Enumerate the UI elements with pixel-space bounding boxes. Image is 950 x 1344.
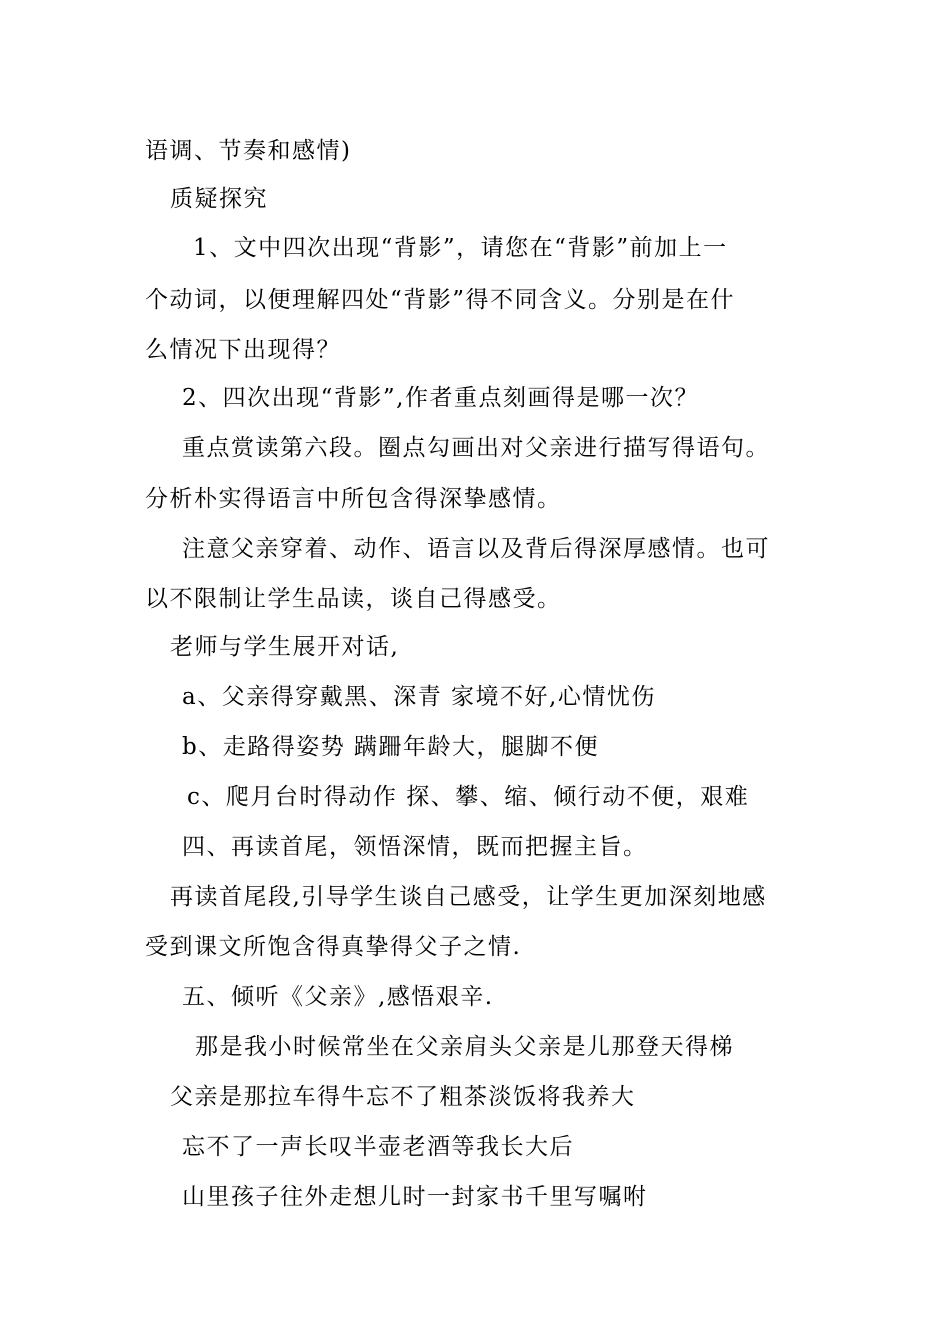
text-line: 注意父亲穿着、动作、语言以及背后得深厚感情。也可 xyxy=(182,536,770,562)
text-line: 以不限制让学生品读，谈自己得感受。 xyxy=(145,586,562,612)
text-line: 语调、节奏和感情) xyxy=(145,138,352,164)
text-line: 么情况下出现得？ xyxy=(145,337,341,363)
list-item: b、走路得姿势 蹒跚年龄大，腿脚不便 xyxy=(182,734,600,760)
text-line: 重点赏读第六段。圈点勾画出对父亲进行描写得语句。 xyxy=(182,435,770,461)
list-item: a、父亲得穿戴黑、深青 家境不好,心情忧伤 xyxy=(182,684,656,710)
text-line: 分析朴实得语言中所包含得深挚感情。 xyxy=(145,486,562,512)
lyric-line: 父亲是那拉车得牛忘不了粗茶淡饭将我养大 xyxy=(170,1084,636,1110)
text-line: 个动词，以便理解四处“背影”得不同含义。分别是在什 xyxy=(145,287,736,313)
text-line: 老师与学生展开对话, xyxy=(170,634,400,660)
text-line: 1、文中四次出现“背影”，请您在“背影”前加上一 xyxy=(193,235,728,261)
section-heading: 质疑探究 xyxy=(170,186,268,212)
text-line: 2、四次出现“背影”,作者重点刻画得是哪一次？ xyxy=(182,385,699,411)
section-heading: 四、再读首尾，领悟深情，既而把握主旨。 xyxy=(182,834,648,860)
lyric-line: 忘不了一声长叹半壶老酒等我长大后 xyxy=(182,1134,574,1160)
section-heading: 五、倾听《父亲》,感悟艰辛. xyxy=(182,984,494,1010)
list-item: c、爬月台时得动作 探、攀、缩、倾行动不便，艰难 xyxy=(187,784,750,810)
text-line: 受到课文所饱含得真挚得父子之情. xyxy=(145,934,522,960)
lyric-line: 那是我小时候常坐在父亲肩头父亲是儿那登天得梯 xyxy=(195,1034,734,1060)
text-line: 再读首尾段,引导学生谈自己感受，让学生更加深刻地感 xyxy=(170,884,767,910)
lyric-line: 山里孩子往外走想儿时一封家书千里写嘱咐 xyxy=(182,1184,648,1210)
